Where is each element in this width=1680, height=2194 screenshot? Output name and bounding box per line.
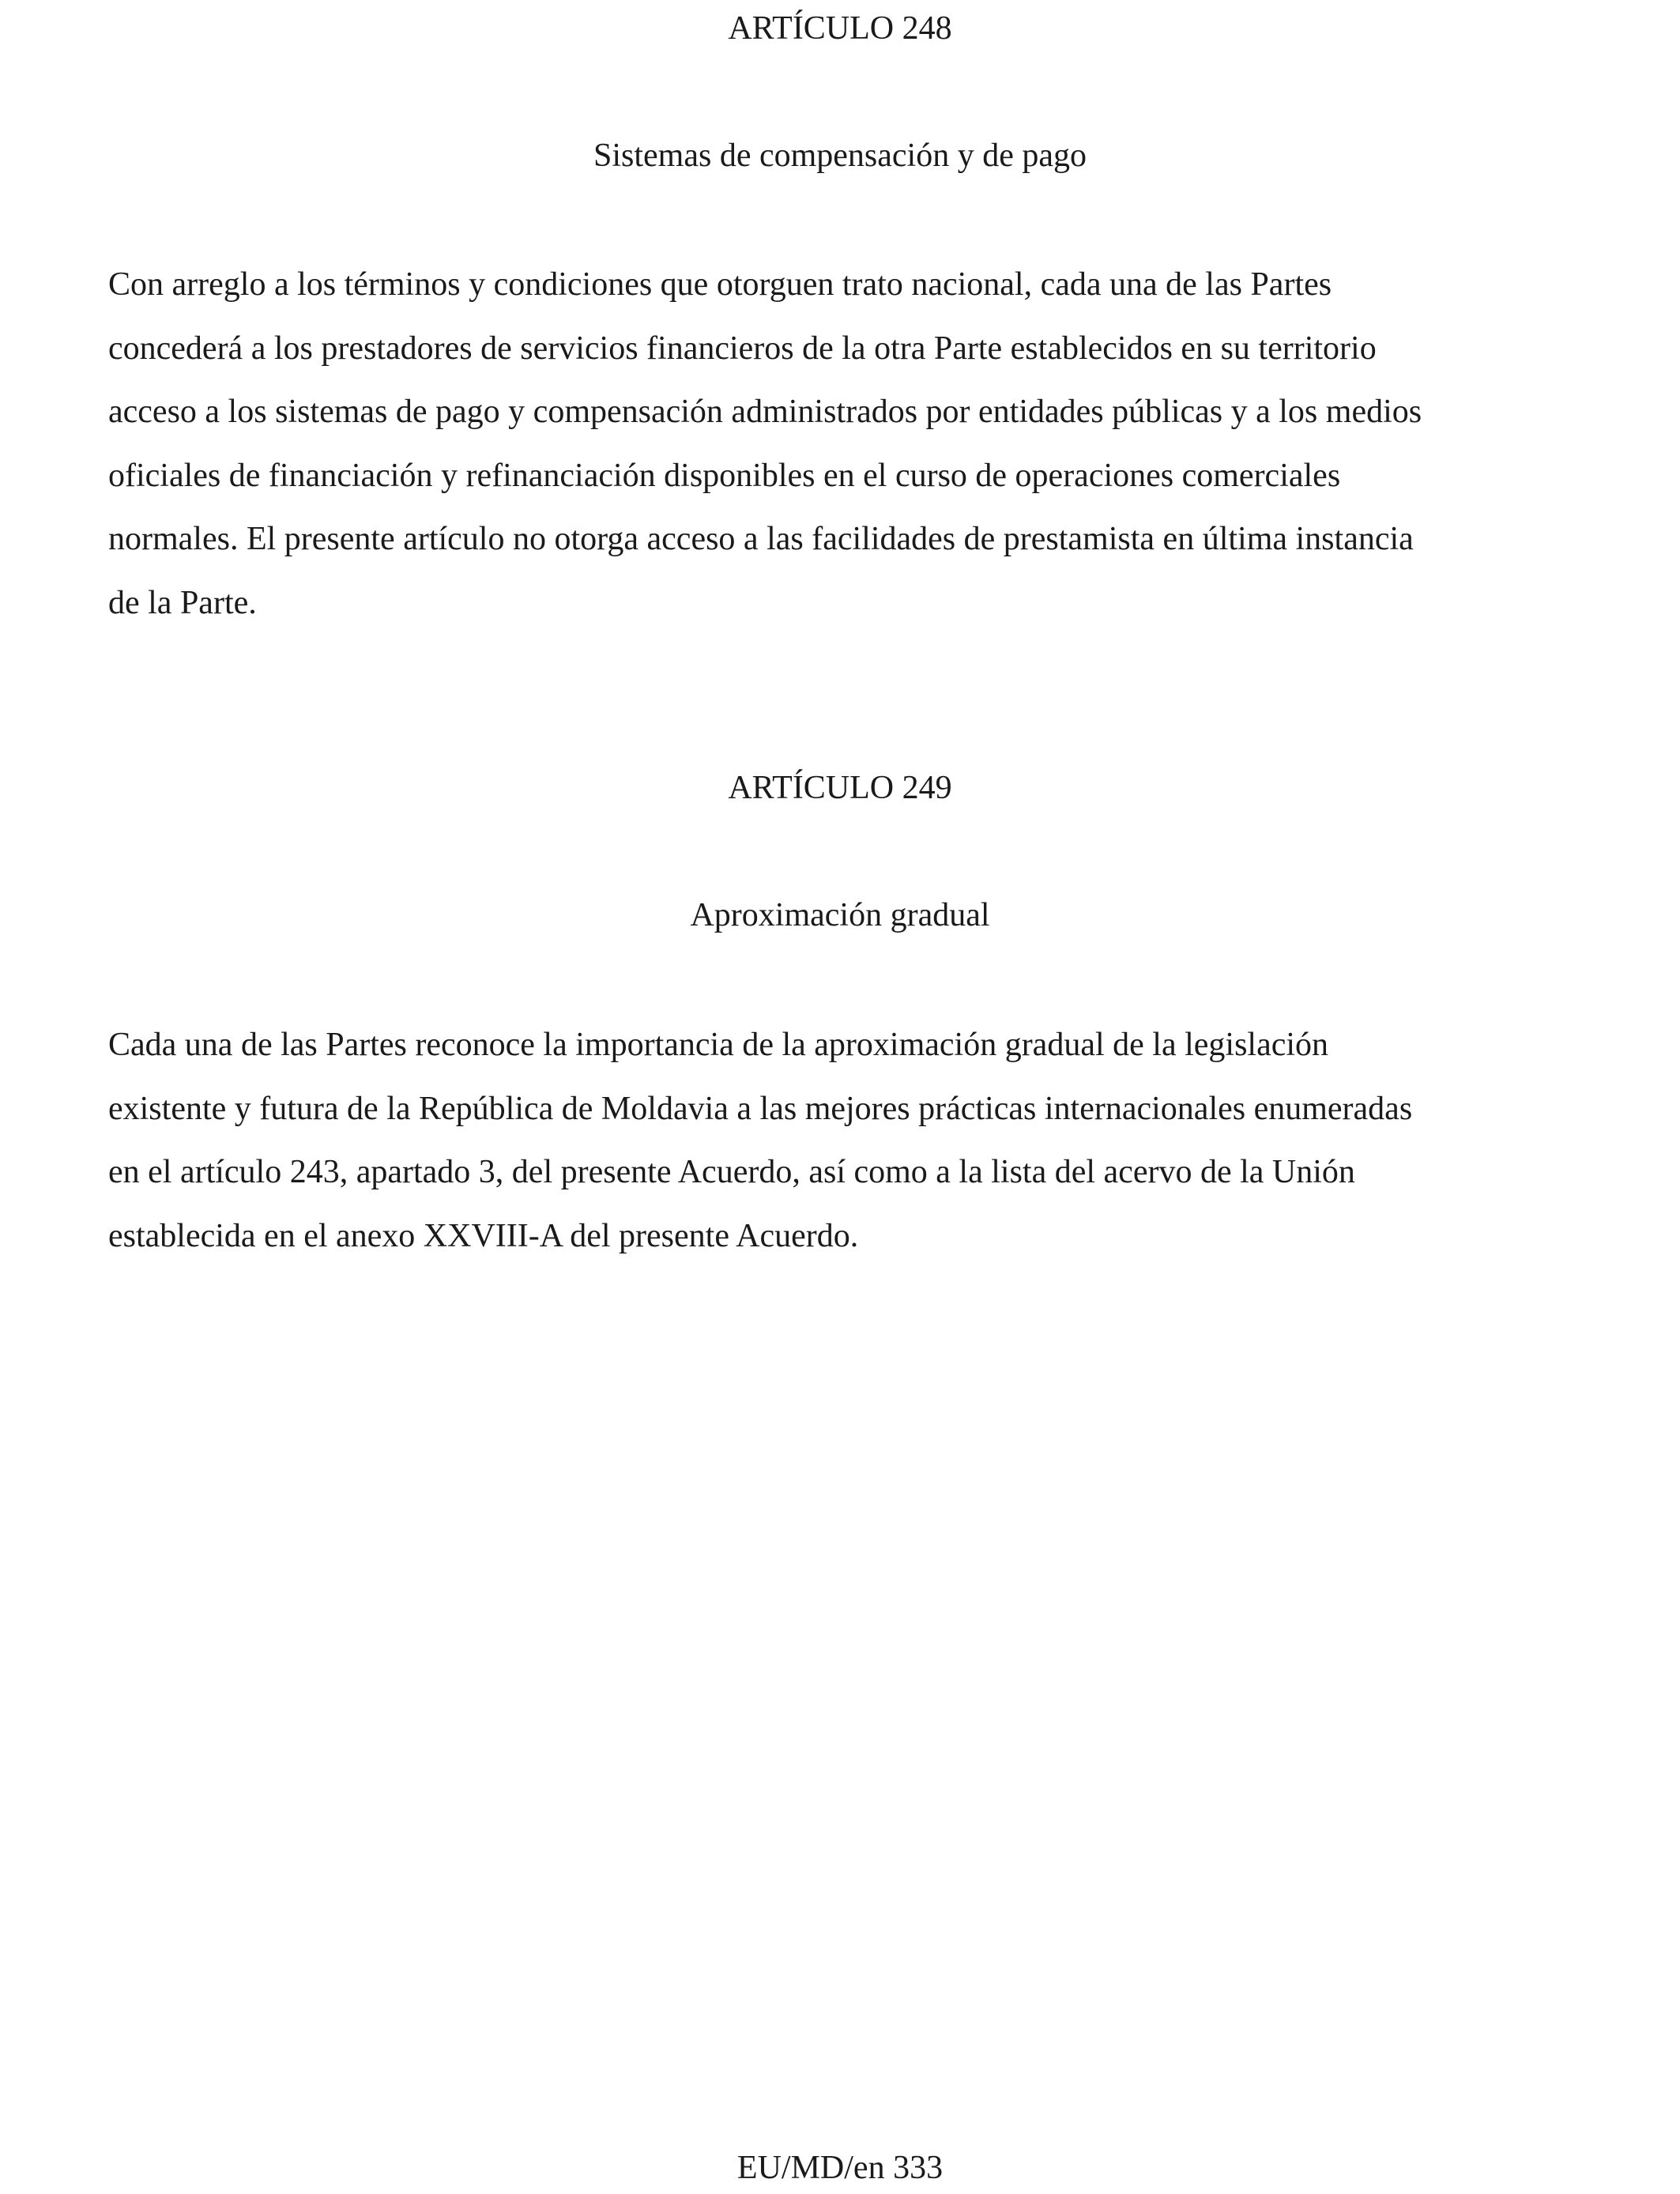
body-line: oficiales de financiación y refinanciación disponibles en el curso de operaciones comerciales — [108, 457, 1341, 494]
body-line: Cada una de las Partes reconoce la importancia de la aproximación gradual de la legislación — [108, 1027, 1329, 1063]
body-line: establecida en el anexo XXVIII-A del presente Acuerdo. — [108, 1217, 859, 1254]
article-248-body — [108, 253, 1578, 635]
body-line: Con arreglo a los términos y condiciones que otorguen trato nacional, cada una de las Partes — [108, 266, 1332, 303]
article-249-title: Aproximación gradual — [690, 897, 990, 933]
article-248-title: Sistemas de compensación y de pago — [593, 138, 1087, 174]
article-248-heading: ARTÍCULO 248 — [728, 10, 952, 47]
body-line: existente y futura de la República de Moldavia a las mejores prácticas internacionales enumeradas — [108, 1090, 1413, 1127]
body-line: normales. El presente artículo no otorga acceso a las facilidades de prestamista en última instancia — [108, 521, 1414, 557]
body-line: de la Parte. — [108, 584, 257, 621]
page-footer-reference: EU/MD/en 333 — [736, 2150, 944, 2186]
body-line: en el artículo 243, apartado 3, del presente Acuerdo, así como a la lista del acervo de la Unión — [108, 1154, 1355, 1190]
body-line: concederá a los prestadores de servicios financieros de la otra Parte establecidos en su territorio — [108, 330, 1377, 367]
body-line: acceso a los sistemas de pago y compensación administrados por entidades públicas y a los medios — [108, 394, 1422, 430]
article-249-body — [108, 1013, 1578, 1268]
article-249-heading: ARTÍCULO 249 — [728, 770, 952, 806]
